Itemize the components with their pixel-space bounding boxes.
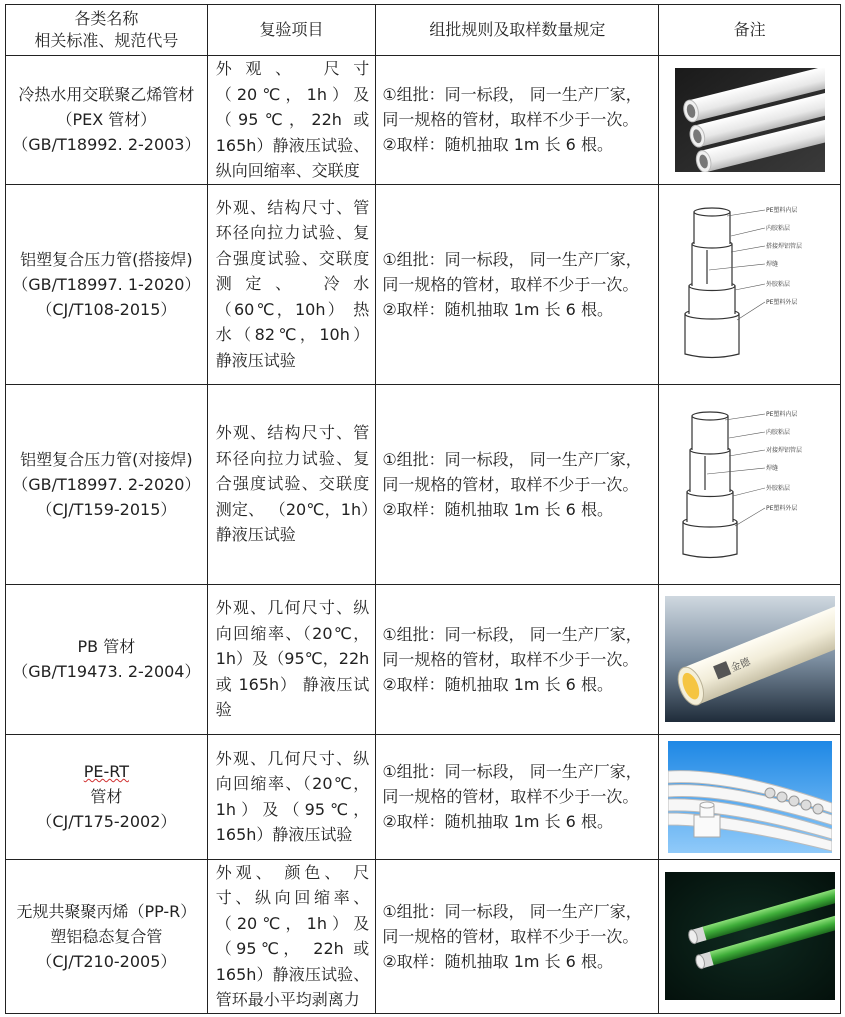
header-remarks: 备注 — [659, 5, 841, 56]
remarks-cell — [659, 184, 841, 384]
diagram-label: 搭接焊铝管层 — [765, 243, 802, 250]
rule-line: 同一规格的管材，取样不少于一次。 — [382, 787, 639, 806]
rules-cell — [376, 184, 659, 384]
pipe-standard: （GB/T19473. 2-2004） — [12, 662, 201, 681]
pipe-standard: （CJ/T108-2015） — [36, 299, 177, 319]
rule-line: ①组批：同一标段， 同一生产厂家， — [382, 901, 642, 921]
pipe-name: 铝塑复合压力管(对接焊) — [20, 449, 193, 469]
rule-line: 同一规格的管材，取样不少于一次。 — [382, 926, 639, 946]
diagram-label: PE塑料内层 — [765, 411, 798, 418]
pipe-name-cell — [6, 734, 208, 859]
rule-line: 同一规格的管材，取样不少于一次。 — [382, 649, 639, 669]
table-row — [6, 56, 841, 185]
diagram-label: 焊缝 — [765, 465, 778, 472]
brand-text: 金德 — [729, 656, 752, 675]
rules-cell — [376, 859, 659, 1013]
test-items-cell: 外观、几何尺寸、纵向回缩率、（20℃，1h）及（95℃，22h 或 165h） 静液压试验 — [207, 584, 376, 734]
pe-rt-pipes-photo — [668, 741, 832, 853]
rules-cell — [376, 734, 659, 859]
rule-line: ②取样：随机抽取 1m 长 6 根。 — [382, 812, 613, 831]
diagram-label: PE塑料内层 — [765, 207, 798, 214]
pipe-name — [10, 759, 203, 809]
rule-line: 同一规格的管材，取样不少于一次。 — [382, 274, 639, 294]
rule-line: ①组批：同一标段， 同一生产厂家， — [382, 85, 642, 105]
rule-line: ①组批：同一标段， 同一生产厂家， — [382, 762, 642, 781]
rule-line: 同一规格的管材，取样不少于一次。 — [382, 110, 639, 130]
pipe-name-cell — [6, 56, 208, 185]
diagram-label: 外胶粘层 — [765, 281, 790, 288]
pipe-name-cell — [6, 584, 208, 734]
pipe-name: （PEX 管材） — [56, 110, 157, 130]
rule-line: ①组批：同一标段， 同一生产厂家， — [382, 449, 642, 469]
rule-line: ②取样：随机抽取 1m 长 6 根。 — [382, 135, 613, 155]
header-line1: 各类名称 — [74, 9, 139, 28]
rule-line: ②取样：随机抽取 1m 长 6 根。 — [382, 499, 613, 519]
pipe-standard: （GB/T18997. 1-2020） — [12, 274, 201, 294]
pb-pipe-photo — [665, 596, 835, 722]
pipe-name-cell — [6, 384, 208, 584]
test-items-cell: 外观、 尺寸（20℃，1h）及（95℃，22h 或 165h）静液压试验、纵向回缩率、交联度 — [207, 56, 376, 185]
remarks-cell — [659, 584, 841, 734]
pipe-name-suffix: 管材 — [90, 787, 123, 806]
pipe-standard: （GB/T18997. 2-2020） — [12, 474, 201, 494]
diagram-label: 内胶粘层 — [765, 429, 790, 436]
diagram-label: 内胶粘层 — [765, 225, 790, 232]
pipe-name: 塑铝稳态复合管 — [50, 926, 163, 946]
test-items-cell: 外观、 颜色、 尺寸、纵向回缩率、（20℃，1h）及（95℃， 22h 或 165h）静液压试验、管环最小平均剥离力 — [207, 859, 376, 1013]
diagram-label: PE塑料外层 — [765, 505, 798, 512]
pipe-standard: （CJ/T210-2005） — [36, 951, 177, 971]
green-ppr-pipes-photo — [665, 872, 835, 1000]
test-items-cell: 外观、结构尺寸、管环径向拉力试验、复合强度试验、交联度测定、 （20℃，1h）静液压试验 — [207, 384, 376, 584]
remarks-cell — [659, 56, 841, 185]
diagram-label: 焊缝 — [765, 261, 778, 268]
pipe-inspection-table — [5, 4, 841, 1014]
rule-line: ②取样：随机抽取 1m 长 6 根。 — [382, 299, 613, 319]
diagram-label: PE塑料外层 — [765, 299, 798, 306]
rule-line: ②取样：随机抽取 1m 长 6 根。 — [382, 674, 613, 694]
test-items-cell: 外观、几何尺寸、纵向回缩率、（20℃，1h）及（95℃，165h）静液压试验 — [207, 734, 376, 859]
pipe-name: 铝塑复合压力管(搭接焊) — [20, 249, 193, 269]
header-row — [6, 5, 841, 56]
rules-cell — [376, 584, 659, 734]
diagram-label: 外胶粘层 — [765, 485, 790, 492]
remarks-cell — [659, 384, 841, 584]
table-row — [6, 859, 841, 1013]
table-row — [6, 384, 841, 584]
table-row — [6, 584, 841, 734]
remarks-cell — [659, 859, 841, 1013]
header-test-items: 复验项目 — [207, 5, 376, 56]
pipe-name-cell — [6, 184, 208, 384]
pipe-standard: （GB/T18992. 2-2003） — [12, 135, 201, 155]
layered-pipe-diagram — [665, 204, 835, 364]
diagram-label: 对接焊铝管层 — [765, 447, 802, 454]
rule-line: ②取样：随机抽取 1m 长 6 根。 — [382, 951, 613, 971]
pipe-name: PB 管材 — [77, 637, 136, 656]
rule-line: 同一规格的管材，取样不少于一次。 — [382, 474, 639, 494]
pipe-name-cell — [6, 859, 208, 1013]
test-items-cell: 外观、结构尺寸、管环径向拉力试验、复合强度试验、交联度测定、 冷水（60℃，10h） 热水（82℃，10h） 静液压试验 — [207, 184, 376, 384]
remarks-cell — [659, 734, 841, 859]
layered-pipe-diagram — [665, 404, 835, 564]
header-line2: 相关标准、规范代号 — [34, 31, 179, 50]
table-row — [6, 734, 841, 859]
header-name-standard — [6, 5, 208, 56]
pe-rt-term: PE-RT — [83, 762, 129, 781]
rules-cell — [376, 384, 659, 584]
header-batch-rules: 组批规则及取样数量规定 — [376, 5, 659, 56]
rule-line: ①组批：同一标段， 同一生产厂家， — [382, 249, 642, 269]
pipe-name: 冷热水用交联聚乙烯管材 — [18, 85, 195, 105]
pipe-name: 无规共聚聚丙烯（PP-R） — [16, 901, 197, 921]
pex-pipe-photo — [675, 68, 825, 172]
pipe-standard: （CJ/T175-2002） — [36, 812, 177, 831]
rules-cell — [376, 56, 659, 185]
table-row — [6, 184, 841, 384]
rule-line: ①组批：同一标段， 同一生产厂家， — [382, 624, 642, 644]
pipe-standard: （CJ/T159-2015） — [36, 499, 177, 519]
